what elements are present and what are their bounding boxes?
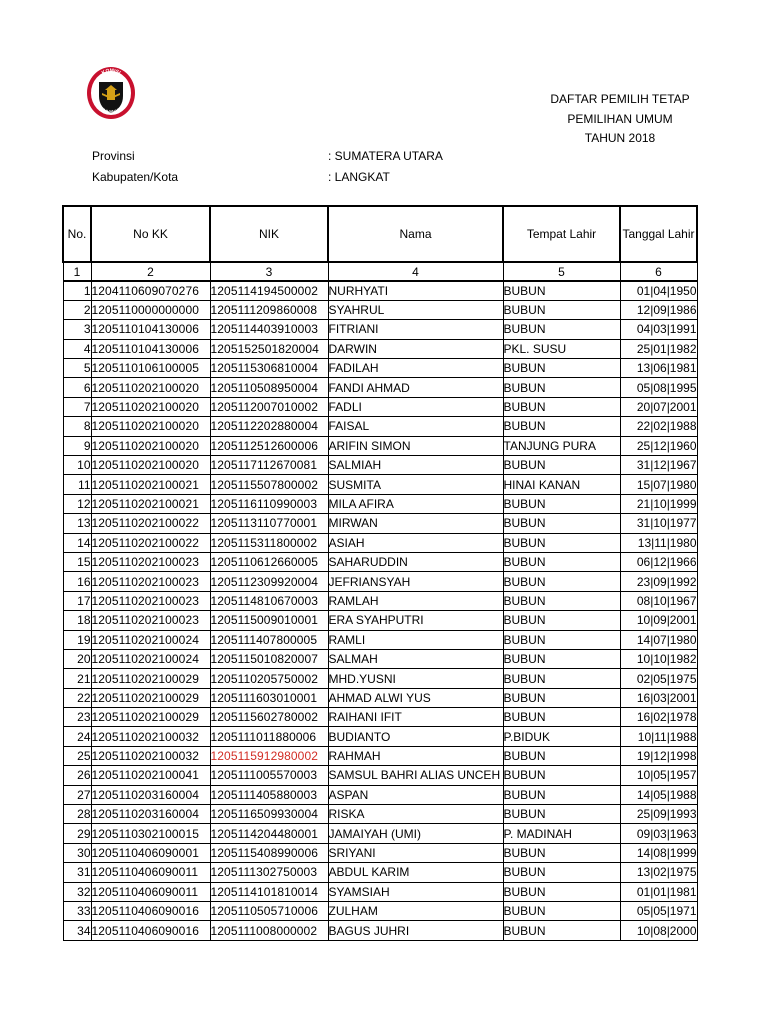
cell-no: 13	[63, 514, 91, 533]
cell-nama: RAHMAH	[328, 746, 503, 765]
cell-no: 30	[63, 843, 91, 862]
cell-nama: RAMLAH	[328, 591, 503, 610]
cell-tanggal-lahir: 10|05|1957	[620, 766, 697, 785]
cell-tempat-lahir: BUBUN	[503, 785, 620, 804]
cell-no-kk: 1205110202100024	[91, 649, 210, 668]
cell-tanggal-lahir: 23|09|1992	[620, 572, 697, 591]
table-row	[63, 436, 697, 455]
header-nik: NIK	[210, 206, 328, 262]
provinsi-value: : SUMATERA UTARA	[328, 149, 443, 163]
document-title	[520, 90, 720, 149]
cell-tanggal-lahir: 15|07|1980	[620, 475, 697, 494]
cell-no: 19	[63, 630, 91, 649]
cell-nama: SAHARUDDIN	[328, 552, 503, 571]
cell-tempat-lahir: BUBUN	[503, 494, 620, 513]
cell-no: 28	[63, 805, 91, 824]
cell-nik: 1205112512600006	[210, 436, 328, 455]
table-row	[63, 572, 697, 591]
cell-tanggal-lahir: 10|08|2000	[620, 921, 697, 940]
cell-nama: ASIAH	[328, 533, 503, 552]
cell-tanggal-lahir: 13|06|1981	[620, 359, 697, 378]
cell-no-kk: 1205110202100023	[91, 591, 210, 610]
cell-no: 2	[63, 300, 91, 319]
column-number: 5	[503, 262, 620, 281]
cell-no: 23	[63, 708, 91, 727]
cell-tempat-lahir: BUBUN	[503, 514, 620, 533]
cell-no: 1	[63, 281, 91, 300]
table-row	[63, 552, 697, 571]
table-row	[63, 339, 697, 358]
cell-tanggal-lahir: 02|05|1975	[620, 669, 697, 688]
cell-tempat-lahir: BUBUN	[503, 572, 620, 591]
cell-no-kk: 1205110202100032	[91, 746, 210, 765]
cell-no: 11	[63, 475, 91, 494]
cell-nik: 1205111603010001	[210, 688, 328, 707]
cell-no: 7	[63, 397, 91, 416]
cell-tempat-lahir: BUBUN	[503, 320, 620, 339]
cell-nama: MHD.YUSNI	[328, 669, 503, 688]
cell-nama: AHMAD ALWI YUS	[328, 688, 503, 707]
cell-nik: 1205114204480001	[210, 824, 328, 843]
cell-no: 31	[63, 863, 91, 882]
cell-tanggal-lahir: 13|02|1975	[620, 863, 697, 882]
cell-tempat-lahir: PKL. SUSU	[503, 339, 620, 358]
table-row	[63, 320, 697, 339]
cell-tanggal-lahir: 01|01|1981	[620, 882, 697, 901]
table-row	[63, 746, 697, 765]
cell-tempat-lahir: BUBUN	[503, 843, 620, 862]
cell-tanggal-lahir: 05|05|1971	[620, 902, 697, 921]
cell-no-kk: 1205110406090016	[91, 921, 210, 940]
cell-no-kk: 1205110202100020	[91, 378, 210, 397]
cell-tanggal-lahir: 12|09|1986	[620, 300, 697, 319]
table-row	[63, 533, 697, 552]
table-row	[63, 805, 697, 824]
cell-tanggal-lahir: 04|03|1991	[620, 320, 697, 339]
cell-no: 16	[63, 572, 91, 591]
cell-no-kk: 1205110202100023	[91, 611, 210, 630]
cell-tempat-lahir: BUBUN	[503, 552, 620, 571]
cell-tanggal-lahir: 25|12|1960	[620, 436, 697, 455]
column-number: 6	[620, 262, 697, 281]
logo-bottom-text: PEMILIHAN UMUM	[95, 102, 127, 115]
cell-tempat-lahir: BUBUN	[503, 902, 620, 921]
table-row	[63, 359, 697, 378]
cell-no: 5	[63, 359, 91, 378]
table-row	[63, 727, 697, 746]
cell-tanggal-lahir: 14|05|1988	[620, 785, 697, 804]
cell-nik: 1205115408990006	[210, 843, 328, 862]
cell-tempat-lahir: BUBUN	[503, 378, 620, 397]
cell-no-kk: 1205110202100022	[91, 533, 210, 552]
table-body	[63, 281, 697, 940]
cell-no: 3	[63, 320, 91, 339]
cell-nik: 1205110505710006	[210, 902, 328, 921]
cell-tempat-lahir: BUBUN	[503, 805, 620, 824]
cell-nama: ASPAN	[328, 785, 503, 804]
cell-nik: 1205111407800005	[210, 630, 328, 649]
cell-nik: 1205114101810014	[210, 882, 328, 901]
cell-tanggal-lahir: 13|11|1980	[620, 533, 697, 552]
cell-no: 4	[63, 339, 91, 358]
cell-tanggal-lahir: 19|12|1998	[620, 746, 697, 765]
cell-nik: 1205112309920004	[210, 572, 328, 591]
cell-nama: SALMIAH	[328, 456, 503, 475]
cell-tanggal-lahir: 10|11|1988	[620, 727, 697, 746]
cell-nama: NURHYATI	[328, 281, 503, 300]
cell-no-kk: 1205110202100023	[91, 572, 210, 591]
column-number: 2	[91, 262, 210, 281]
cell-tanggal-lahir: 16|03|2001	[620, 688, 697, 707]
cell-nama: SYAHRUL	[328, 300, 503, 319]
table-row	[63, 300, 697, 319]
header-tempat-lahir: Tempat Lahir	[503, 206, 620, 262]
table-row	[63, 824, 697, 843]
cell-tanggal-lahir: 05|08|1995	[620, 378, 697, 397]
cell-no: 6	[63, 378, 91, 397]
cell-no-kk: 1205110406090016	[91, 902, 210, 921]
cell-no: 26	[63, 766, 91, 785]
cell-nik: 1205152501820004	[210, 339, 328, 358]
cell-tanggal-lahir: 21|10|1999	[620, 494, 697, 513]
cell-no-kk: 1205110104130006	[91, 339, 210, 358]
cell-nik: 1205115311800002	[210, 533, 328, 552]
cell-tempat-lahir: BUBUN	[503, 359, 620, 378]
cell-nama: SAMSUL BAHRI ALIAS UNCEH	[328, 766, 503, 785]
cell-no: 14	[63, 533, 91, 552]
column-number: 4	[328, 262, 503, 281]
cell-nik: 1205111008000002	[210, 921, 328, 940]
cell-no-kk: 1205110202100021	[91, 494, 210, 513]
kabupaten-label: Kabupaten/Kota	[92, 170, 179, 184]
cell-tempat-lahir: HINAI KANAN	[503, 475, 620, 494]
cell-nama: BAGUS JUHRI	[328, 921, 503, 940]
cell-tempat-lahir: BUBUN	[503, 397, 620, 416]
cell-nama: RAMLI	[328, 630, 503, 649]
cell-no-kk: 1205110202100029	[91, 708, 210, 727]
title-line-1: DAFTAR PEMILIH TETAP	[550, 92, 690, 106]
header-nama: Nama	[328, 206, 503, 262]
cell-tanggal-lahir: 25|01|1982	[620, 339, 697, 358]
cell-tanggal-lahir: 25|09|1993	[620, 805, 697, 824]
table-row	[63, 785, 697, 804]
cell-no: 18	[63, 611, 91, 630]
cell-tempat-lahir: BUBUN	[503, 766, 620, 785]
table-row	[63, 902, 697, 921]
table-row	[63, 863, 697, 882]
cell-no: 9	[63, 436, 91, 455]
cell-no: 8	[63, 417, 91, 436]
cell-no-kk: 1205110202100022	[91, 514, 210, 533]
cell-tanggal-lahir: 10|09|2001	[620, 611, 697, 630]
cell-no-kk: 1205110202100029	[91, 669, 210, 688]
cell-no: 10	[63, 456, 91, 475]
cell-no-kk: 1205110202100020	[91, 417, 210, 436]
cell-nik: 1205115010820007	[210, 649, 328, 668]
cell-no-kk: 1205110406090001	[91, 843, 210, 862]
cell-no: 32	[63, 882, 91, 901]
header-no: No.	[63, 206, 91, 262]
cell-no-kk: 1205110104130006	[91, 320, 210, 339]
cell-nama: FADLI	[328, 397, 503, 416]
cell-tempat-lahir: BUBUN	[503, 746, 620, 765]
cell-no: 24	[63, 727, 91, 746]
cell-nik: 1205115009010001	[210, 611, 328, 630]
cell-no-kk: 1205110203160004	[91, 805, 210, 824]
voter-table	[62, 205, 698, 941]
table-row	[63, 882, 697, 901]
kpu-logo	[86, 66, 136, 120]
table-row	[63, 281, 697, 300]
cell-no: 20	[63, 649, 91, 668]
table-row	[63, 475, 697, 494]
cell-tempat-lahir: BUBUN	[503, 300, 620, 319]
cell-no: 25	[63, 746, 91, 765]
cell-no-kk: 1205110302100015	[91, 824, 210, 843]
cell-tanggal-lahir: 31|10|1977	[620, 514, 697, 533]
cell-nama: SYAMSIAH	[328, 882, 503, 901]
cell-tempat-lahir: BUBUN	[503, 591, 620, 610]
kabupaten-value: : LANGKAT	[328, 170, 390, 184]
cell-tempat-lahir: BUBUN	[503, 649, 620, 668]
cell-nik: 1205111209860008	[210, 300, 328, 319]
cell-nama: SUSMITA	[328, 475, 503, 494]
table-row	[63, 397, 697, 416]
cell-nik: 1205110508950004	[210, 378, 328, 397]
cell-no-kk: 1205110202100020	[91, 456, 210, 475]
cell-no-kk: 1205110202100032	[91, 727, 210, 746]
cell-nama: RAIHANI IFIT	[328, 708, 503, 727]
cell-nama: SALMAH	[328, 649, 503, 668]
table-row	[63, 611, 697, 630]
cell-no-kk: 1205110202100024	[91, 630, 210, 649]
cell-tempat-lahir: BUBUN	[503, 456, 620, 475]
cell-no: 21	[63, 669, 91, 688]
cell-no-kk: 1205110406090011	[91, 863, 210, 882]
cell-nik: 1205111405880003	[210, 785, 328, 804]
cell-tanggal-lahir: 01|04|1950	[620, 281, 697, 300]
cell-tempat-lahir: BUBUN	[503, 863, 620, 882]
header-no-kk: No KK	[91, 206, 210, 262]
header-tanggal-lahir: Tanggal Lahir	[620, 206, 697, 262]
table-header-row	[63, 206, 697, 262]
cell-nama: ZULHAM	[328, 902, 503, 921]
cell-nik: 1205113110770001	[210, 514, 328, 533]
cell-nama: FANDI AHMAD	[328, 378, 503, 397]
cell-no-kk: 1205110106100005	[91, 359, 210, 378]
cell-no-kk: 1205110202100041	[91, 766, 210, 785]
table-row	[63, 843, 697, 862]
cell-no-kk: 1205110202100029	[91, 688, 210, 707]
cell-nama: SRIYANI	[328, 843, 503, 862]
cell-nik: 1205111005570003	[210, 766, 328, 785]
table-row	[63, 921, 697, 940]
table-row	[63, 514, 697, 533]
table-row	[63, 669, 697, 688]
cell-nik: 1205114810670003	[210, 591, 328, 610]
cell-tempat-lahir: BUBUN	[503, 882, 620, 901]
cell-nik: 1205115602780002	[210, 708, 328, 727]
cell-tanggal-lahir: 10|10|1982	[620, 649, 697, 668]
cell-nik: 1205111011880006	[210, 727, 328, 746]
cell-tempat-lahir: BUBUN	[503, 611, 620, 630]
cell-tanggal-lahir: 14|08|1999	[620, 843, 697, 862]
cell-nik: 1205111302750003	[210, 863, 328, 882]
cell-tempat-lahir: BUBUN	[503, 669, 620, 688]
cell-tanggal-lahir: 08|10|1967	[620, 591, 697, 610]
cell-tempat-lahir: TANJUNG PURA	[503, 436, 620, 455]
cell-nama: BUDIANTO	[328, 727, 503, 746]
cell-tanggal-lahir: 31|12|1967	[620, 456, 697, 475]
cell-tempat-lahir: BUBUN	[503, 630, 620, 649]
cell-tanggal-lahir: 16|02|1978	[620, 708, 697, 727]
cell-tempat-lahir: P. MADINAH	[503, 824, 620, 843]
column-number: 3	[210, 262, 328, 281]
column-number: 1	[63, 262, 91, 281]
cell-nik: 1205115507800002	[210, 475, 328, 494]
cell-no-kk: 1205110406090011	[91, 882, 210, 901]
cell-tempat-lahir: BUBUN	[503, 281, 620, 300]
cell-tanggal-lahir: 09|03|1963	[620, 824, 697, 843]
cell-no-kk: 1205110202100021	[91, 475, 210, 494]
cell-no: 29	[63, 824, 91, 843]
cell-no: 15	[63, 552, 91, 571]
table-row	[63, 688, 697, 707]
provinsi-label: Provinsi	[92, 149, 135, 163]
cell-no: 34	[63, 921, 91, 940]
cell-no: 22	[63, 688, 91, 707]
cell-tanggal-lahir: 22|02|1988	[620, 417, 697, 436]
cell-tempat-lahir: BUBUN	[503, 533, 620, 552]
cell-nama: RISKA	[328, 805, 503, 824]
table-row	[63, 591, 697, 610]
table-row	[63, 494, 697, 513]
table-row	[63, 417, 697, 436]
cell-nik: 1205114403910003	[210, 320, 328, 339]
table-row	[63, 378, 697, 397]
cell-nama: MIRWAN	[328, 514, 503, 533]
logo-top-text: KOMISI	[100, 67, 122, 77]
cell-no-kk: 1205110202100023	[91, 552, 210, 571]
cell-nik: 1205112202880004	[210, 417, 328, 436]
table-row	[63, 708, 697, 727]
cell-nik: 1205116509930004	[210, 805, 328, 824]
cell-nik: 1205115306810004	[210, 359, 328, 378]
cell-no-kk: 1205110000000000	[91, 300, 210, 319]
cell-no: 17	[63, 591, 91, 610]
cell-nik: 1205117112670081	[210, 456, 328, 475]
cell-tempat-lahir: BUBUN	[503, 417, 620, 436]
cell-no: 33	[63, 902, 91, 921]
table-row	[63, 766, 697, 785]
cell-nik: 1205110612660005	[210, 552, 328, 571]
cell-nama: JEFRIANSYAH	[328, 572, 503, 591]
table-row	[63, 456, 697, 475]
cell-nama: ARIFIN SIMON	[328, 436, 503, 455]
cell-nik: 1205112007010002	[210, 397, 328, 416]
cell-no-kk: 1204110609070276	[91, 281, 210, 300]
cell-no: 12	[63, 494, 91, 513]
cell-tempat-lahir: P.BIDUK	[503, 727, 620, 746]
cell-nama: FADILAH	[328, 359, 503, 378]
cell-no-kk: 1205110202100020	[91, 397, 210, 416]
cell-tempat-lahir: BUBUN	[503, 921, 620, 940]
cell-nama: FAISAL	[328, 417, 503, 436]
cell-tempat-lahir: BUBUN	[503, 688, 620, 707]
column-number-row	[63, 262, 697, 281]
cell-no-kk: 1205110202100020	[91, 436, 210, 455]
cell-tempat-lahir: BUBUN	[503, 708, 620, 727]
cell-tanggal-lahir: 20|07|2001	[620, 397, 697, 416]
cell-no-kk: 1205110203160004	[91, 785, 210, 804]
cell-tanggal-lahir: 06|12|1966	[620, 552, 697, 571]
cell-nik: 1205110205750002	[210, 669, 328, 688]
cell-nama: FITRIANI	[328, 320, 503, 339]
cell-nik: 1205115912980002	[210, 746, 328, 765]
cell-tanggal-lahir: 14|07|1980	[620, 630, 697, 649]
cell-no: 27	[63, 785, 91, 804]
cell-nama: ERA SYAHPUTRI	[328, 611, 503, 630]
cell-nik: 1205116110990003	[210, 494, 328, 513]
cell-nama: DARWIN	[328, 339, 503, 358]
cell-nama: JAMAIYAH (UMI)	[328, 824, 503, 843]
cell-nik: 1205114194500002	[210, 281, 328, 300]
table-row	[63, 630, 697, 649]
title-line-3: TAHUN 2018	[584, 131, 656, 145]
table-row	[63, 649, 697, 668]
title-line-2: PEMILIHAN UMUM	[567, 111, 673, 126]
cell-nama: MILA AFIRA	[328, 494, 503, 513]
cell-nama: ABDUL KARIM	[328, 863, 503, 882]
